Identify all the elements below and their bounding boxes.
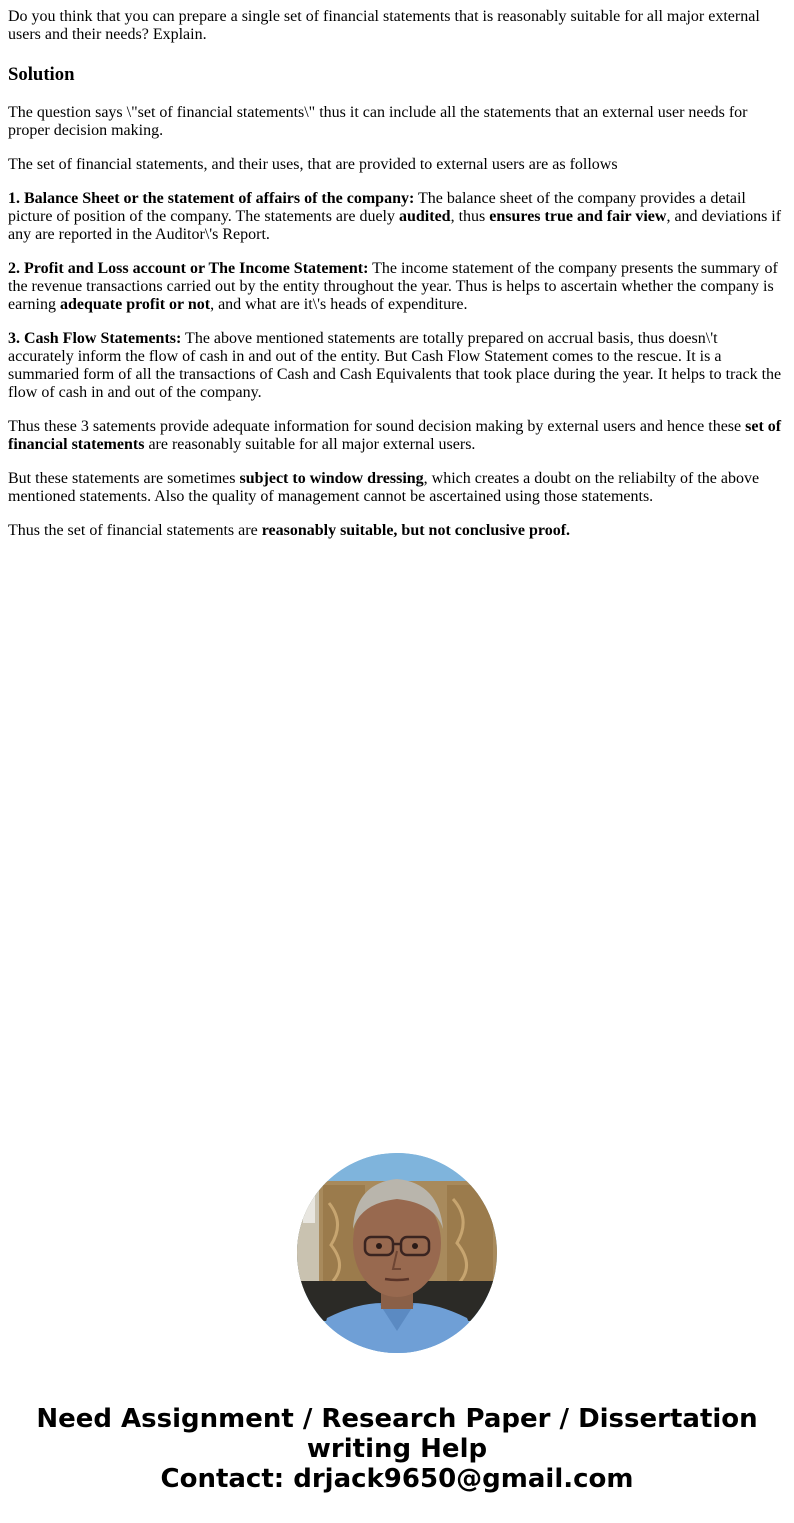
conclusion-text: are reasonably suitable for all major external users. [144, 436, 476, 453]
set-of-statements-emphasis: set of financial statements [8, 418, 782, 453]
article-body [8, 8, 786, 556]
question-text: Do you think that you can prepare a single set of financial statements that is reasonably suitable for all major external users and their needs? Explain. [8, 8, 760, 43]
balance-sheet-paragraph [8, 190, 786, 244]
list-intro-paragraph: The set of financial statements, and their uses, that are provided to external users are as follows [8, 156, 618, 173]
author-avatar [297, 1153, 497, 1353]
banner-line-1: Need Assignment / Research Paper / Dissertation [36, 1404, 758, 1434]
window-dressing-emphasis: subject to window dressing [239, 470, 424, 487]
income-statement-paragraph [8, 260, 786, 314]
author-portrait-icon [297, 1153, 497, 1353]
income-statement-text: The income statement of the company presents the summary of the revenue transactions carried out by the entity throughout the year. Thus is helps to ascertain whether the company is earning [8, 260, 778, 313]
cash-flow-title: 3. Cash Flow Statements: [8, 330, 182, 347]
conclusion-text: Thus these 3 satements provide adequate information for sound decision making by external users and hence these [8, 418, 746, 435]
true-fair-view-emphasis: ensures true and fair view [489, 208, 667, 225]
conclusion-text: , which creates a doubt on the reliabilty of the above mentioned statements. Also the quality of management cannot be ascertained using those statements. [8, 470, 760, 505]
adequate-profit-emphasis: adequate profit or not [59, 296, 211, 313]
balance-sheet-text: , and deviations if any are reported in the Auditor\'s Report. [8, 208, 782, 243]
solution-heading: Solution [8, 64, 75, 85]
conclusion-text: But these statements are sometimes [8, 470, 240, 487]
balance-sheet-text: The balance sheet of the company provides a detail picture of position of the company. The statements are duely [8, 190, 746, 225]
intro-paragraph: The question says \"set of financial statements\" thus it can include all the statements that an external user needs for proper decision making. [8, 104, 748, 139]
banner-line-2: writing Help [306, 1434, 488, 1464]
conclusion-text: Thus the set of financial statements are [8, 522, 262, 539]
cash-flow-text: The above mentioned statements are totally prepared on accrual basis, thus doesn\'t accurately inform the flow of cash in and out of the entity. But Cash Flow Statement comes to the rescue. It is a summaried form of all the transactions of Cash and Cash Equivalents that took place during the year. It helps to track the flow of cash in and out of the company. [8, 330, 782, 401]
income-statement-text: , and what are it\'s heads of expenditure. [210, 296, 468, 313]
audited-emphasis: audited [399, 208, 451, 225]
conclusion-paragraph-2 [8, 470, 786, 506]
conclusion-paragraph-1 [8, 418, 786, 454]
conclusion-paragraph-3 [8, 522, 786, 540]
balance-sheet-text: , thus [450, 208, 490, 225]
contact-banner [0, 1404, 794, 1494]
income-statement-title: 2. Profit and Loss account or The Income Statement: [8, 260, 369, 277]
banner-contact-email: Contact: drjack9650@gmail.com [160, 1464, 634, 1494]
final-verdict-emphasis: reasonably suitable, but not conclusive proof. [261, 522, 571, 539]
balance-sheet-title: 1. Balance Sheet or the statement of affairs of the company: [8, 190, 415, 207]
cash-flow-paragraph [8, 330, 786, 402]
